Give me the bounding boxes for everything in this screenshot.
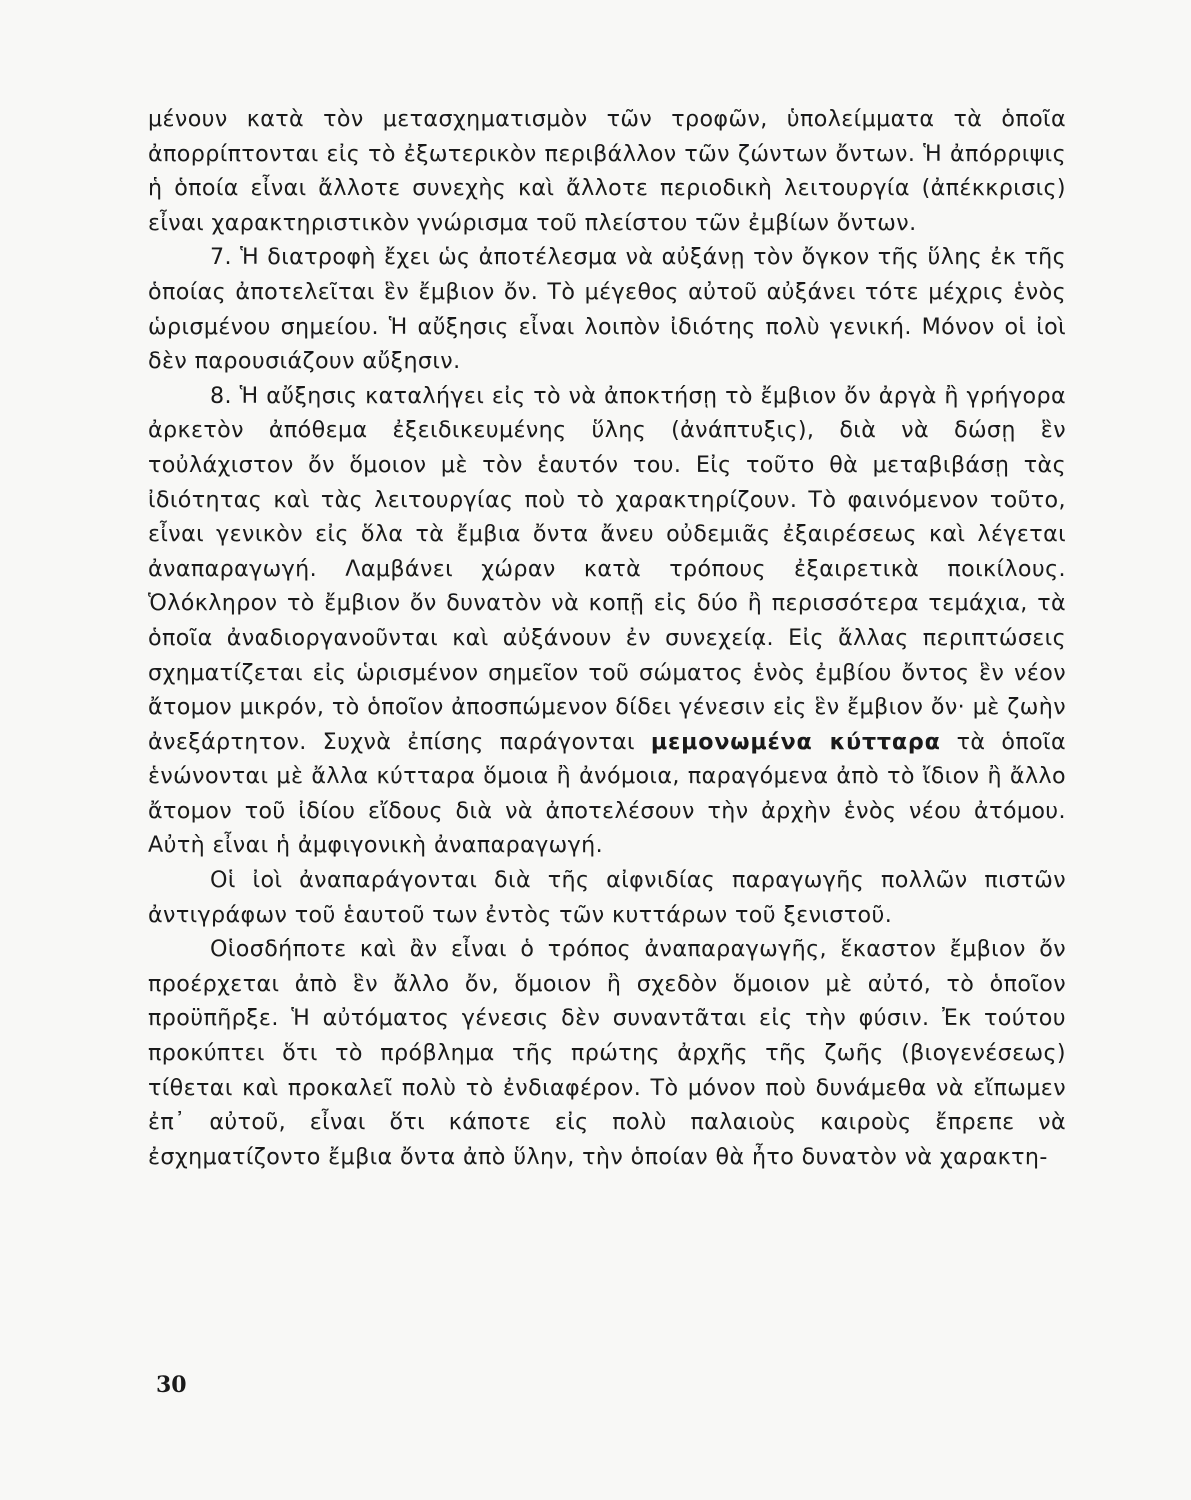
body-text — [148, 102, 1066, 1174]
paragraph-viruses: Οἱ ἰοὶ ἀναπαράγονται διὰ τῆς αἰφνιδίας παραγωγῆς πολλῶν πιστῶν ἀντιγράφων τοῦ ἑαυτοῦ των ἐντὸς τῶν κυττάρων τοῦ ξενιστοῦ. — [148, 867, 1066, 928]
paragraph-8-reproduction — [148, 379, 1066, 863]
page-number: 30 — [156, 1372, 187, 1398]
paragraph-8-text-end: τὰ ὁποῖα ἑνώνονται μὲ ἄλλα κύτταρα ὅμοια ἢ ἀνόμοια, παραγόμενα ἀπὸ τὸ ἴδιον ἢ ἄλλο ἄτομον τοῦ ἰδίου εἴδους διὰ νὰ ἀποτελέσουν τὴν ἀρχὴν ἑνὸς νέου ἀτόμου. Αὐτὴ εἶναι ἡ ἀμφιγονικὴ ἀναπαραγωγή. — [148, 728, 1066, 859]
bold-term: μεμονωμένα κύτταρα — [650, 728, 941, 755]
paragraph-biogenesis: Οἱοσδήποτε καὶ ἂν εἶναι ὁ τρόπος ἀναπαραγωγῆς, ἕκαστον ἔμβιον ὄν προέρχεται ἀπὸ ἓν ἄλλο ὄν, ὅμοιον ἢ σχεδὸν ὅμοιον μὲ αὐτό, τὸ ὁποῖον προϋπῆρξε. Ἡ αὐτόματος γένεσις δὲν συναντᾶται εἰς τὴν φύσιν. Ἐκ τούτου προκύπτει ὅτι τὸ πρόβλημα τῆς πρώτης ἀρχῆς τῆς ζωῆς (βιογενέσεως) τίθεται καὶ προκαλεῖ πολὺ τὸ ἐνδιαφέρον. Τὸ μόνον ποὺ δυνάμεθα νὰ εἴπωμεν ἐπ᾽ αὐτοῦ, εἶναι ὅτι κάποτε εἰς πολὺ παλαιοὺς καιροὺς ἔπρεπε νὰ ἐσχηματίζοντο ἔμβια ὄντα ἀπὸ ὕλην, τὴν ὁποίαν θὰ ἦτο δυνατὸν νὰ χαρακτη- — [148, 936, 1066, 1170]
paragraph-7-growth: 7. Ἡ διατροφὴ ἔχει ὡς ἀποτέλεσμα νὰ αὐξάνῃ τὸν ὄγκον τῆς ὕλης ἐκ τῆς ὁποίας ἀποτελεῖται ἓν ἔμβιον ὄν. Τὸ μέγεθος αὐτοῦ αὐξάνει τότε μέχρις ἑνὸς ὡρισμένου σημείου. Ἡ αὔξησις εἶναι λοιπὸν ἰδιότης πολὺ γενική. Μόνον οἱ ἰοὶ δὲν παρουσιάζουν αὔξησιν. — [148, 244, 1066, 375]
paragraph-8-text-start: 8. Ἡ αὔξησις καταλήγει εἰς τὸ νὰ ἀποκτήσῃ τὸ ἔμβιον ὄν ἀργὰ ἢ γρήγορα ἀρκετὸν ἀπόθεμα ἐξειδικευμένης ὕλης (ἀνάπτυξις), διὰ νὰ δώσῃ ἓν τοὐλάχιστον ὄν ὅμοιον μὲ τὸν ἑαυτόν του. Εἰς τοῦτο θὰ μεταβιβάσῃ τὰς ἰδιότητας καὶ τὰς λειτουργίας ποὺ τὸ χαρακτηρίζουν. Τὸ φαινόμενον τοῦτο, εἶναι γενικὸν εἰς ὅλα τὰ ἔμβια ὄντα ἄνευ οὐδεμιᾶς ἐξαιρέσεως καὶ λέγεται ἀναπαραγωγή. Λαμβάνει χώραν κατὰ τρόπους ἐξαιρετικὰ ποικίλους. Ὁλόκληρον τὸ ἔμβιον ὄν δυνατὸν νὰ κοπῇ εἰς δύο ἢ περισσότερα τεμάχια, τὰ ὁποῖα ἀναδιοργανοῦνται καὶ αὐξάνουν ἐν συνεχείᾳ. Εἰς ἄλλας περιπτώσεις σχηματίζεται εἰς ὡρισμένον σημεῖον τοῦ σώματος ἑνὸς ἐμβίου ὄντος ἓν νέον ἄτομον μικρόν, τὸ ὁποῖον ἀποσπώμενον δίδει γένεσιν εἰς ἓν ἔμβιον ὄν· μὲ ζωὴν ἀνεξάρτητον. Συχνὰ ἐπίσης παράγονται — [148, 382, 1066, 755]
paragraph-continuation: μένουν κατὰ τὸν μετασχηματισμὸν τῶν τροφῶν, ὑπολείμματα τὰ ὁποῖα ἀπορρίπτονται εἰς τὸ ἐξωτερικὸν περιβάλλον τῶν ζώντων ὄντων. Ἡ ἀπόρριψις ἡ ὁποία εἶναι ἄλλοτε συνεχὴς καὶ ἄλλοτε περιοδικὴ λειτουργία (ἀπέκκρισις) εἶναι χαρακτηριστικὸν γνώρισμα τοῦ πλείστου τῶν ἐμβίων ὄντων. — [148, 106, 1066, 236]
